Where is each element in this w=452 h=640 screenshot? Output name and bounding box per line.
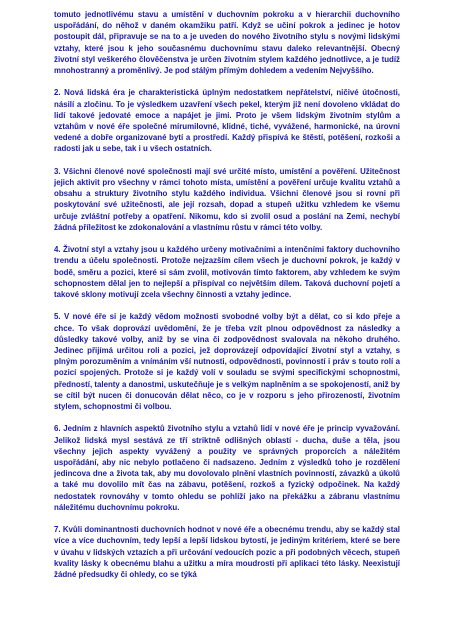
document-body — [54, 9, 400, 580]
paragraph-continuation: tomuto jednotlivému stavu a umístění v duchovním pokroku a v hierarchii duchovního uspořádání, do něhož v daném okamžiku patří. Když se učiní pokrok a jedinec je hotov postoupit dál, připravuje se na to a je uveden do nového životního stylu s novými lidskými vztahy, které jsou k jeho současnému duchovnímu stavu daleko relevantnější. Obecný životní styl veškerého člověčenstva je určen životním stylem každého jednotlivce, a je tudíž mnohostranný a proměnlivý. Je pod stálým přímým dohledem a vedením Nejvyššího. — [54, 10, 400, 76]
paragraph-6: 6. Jedním z hlavních aspektů životního stylu a vztahů lidí v nové éře je princip vyvažování. Jelikož lidská mysl sestává ze tří striktně odlišných oblastí - ducha, duše a těla, jsou všechny jejich aspekty vyvážený a použity ve správných proporcích a náležitém uspořádání, aby nic nebylo potlačeno či nadsazeno. Jedním z výsledků toho je rozdělení jedincova dne a života tak, aby mu dovolovalo plnění vlastních povinností, závazků a úkolů a také mu dovolilo mít čas na zábavu, potěšení, rozkoš a fyzický odpočinek. Na každý nedostatek rovnováhy v tomto ohledu se pohlíží jako na překážku a zábranu vlastnímu náležitému duchovnímu pokroku. — [54, 424, 400, 512]
paragraph-5: 5. V nové éře si je každý vědom možnosti svobodné volby být a dělat, co si kdo přeje a chce. To však doprovází uvědomění, že je třeba vzít plnou odpovědnost za následky a důsledky takové volby, aniž by se vina či zodpovědnost svalovala na někoho druhého. Jedinec přijímá určitou roli a pozici, jež doprovázejí odpovídající životní styl a vztahy, s plným porozuměním a vnímáním vší nutnosti, odpovědnosti, povinností i práv s touto rolí a pozicí spojených. Protože si je každý volí v souladu se svými specifickými schopnostmi, předností, talenty a danostmi, uskutečňuje je s velkým naplněním a se spokojeností, aniž by se cítil být nucen či donucován dělat něco, co je v rozporu s jeho přirozeností, životním stylem, schopnostmi či volbou. — [54, 312, 400, 412]
paragraph-4: 4. Životní styl a vztahy jsou u každého určeny motivačními a intenčními faktory duchovního trendu a účelu společnosti. Protože nejzazším cílem všech je duchovní pokrok, je každý v bodě, směru a pozici, které si sám zvolil, motivován tímto faktorem, aby vzhledem ke svým schopnostem dělal jen to nejlepší a přispíval co největším dílem. Taková duchovní pojetí a takové sklony motivují zcela všechny činnosti a vztahy jedince. — [54, 245, 400, 300]
paragraph-7: 7. Kvůli dominantnosti duchovních hodnot v nové éře a obecnému trendu, aby se každý stal více a více duchovním, tedy lepší a lepší lidskou bytostí, je jediným kritériem, které se bere v úvahu v lidských vztazích a při určování vedoucích pozic a při podobných věcech, stupeň kvality lásky k obecnému blahu a užitku a míra moudrosti při aplikaci této lásky. Neexistují žádné předsudky či ohledy, co se týká — [54, 525, 400, 580]
paragraph-2: 2. Nová lidská éra je charakteristická úplným nedostatkem nepřátelství, ničivé útočnosti, násilí a zločinu. To je výsledkem uzavření všech pekel, kterým již není dovoleno vkládat do lidí takové jedovaté emoce a napájet je jimi. Proto je všem lidským životním stylům a vztahům v nové éře společné mírumilovné, klidné, tiché, vyvážené, harmonické, na úrovni vedené a dobře organizované bytí a prostředí. Každý přispívá ke štěstí, potěšení, rozkoši a radosti jak u sebe, tak i u všech ostatních. — [54, 88, 400, 154]
paragraph-3: 3. Všichni členové nové společnosti mají své určité místo, umístění a pověření. Užitečnost jejich aktivit pro všechny v rámci tohoto místa, umístění a pověření určuje kvalitu vztahů a obsahu a struktury životního stylu každého individua. Všichni členové jsou si rovni při poskytování své užitečnosti, ale její rozsah, dopad a stupeň užitku vzhledem ke všemu určuje zvláštní potřeby a opatření. Nikomu, kdo si zvolil osud a poslání na Zemi, nechybí žádná příležitost ke zdokonalování a vlastnímu růstu v rámci této volby. — [54, 166, 400, 232]
